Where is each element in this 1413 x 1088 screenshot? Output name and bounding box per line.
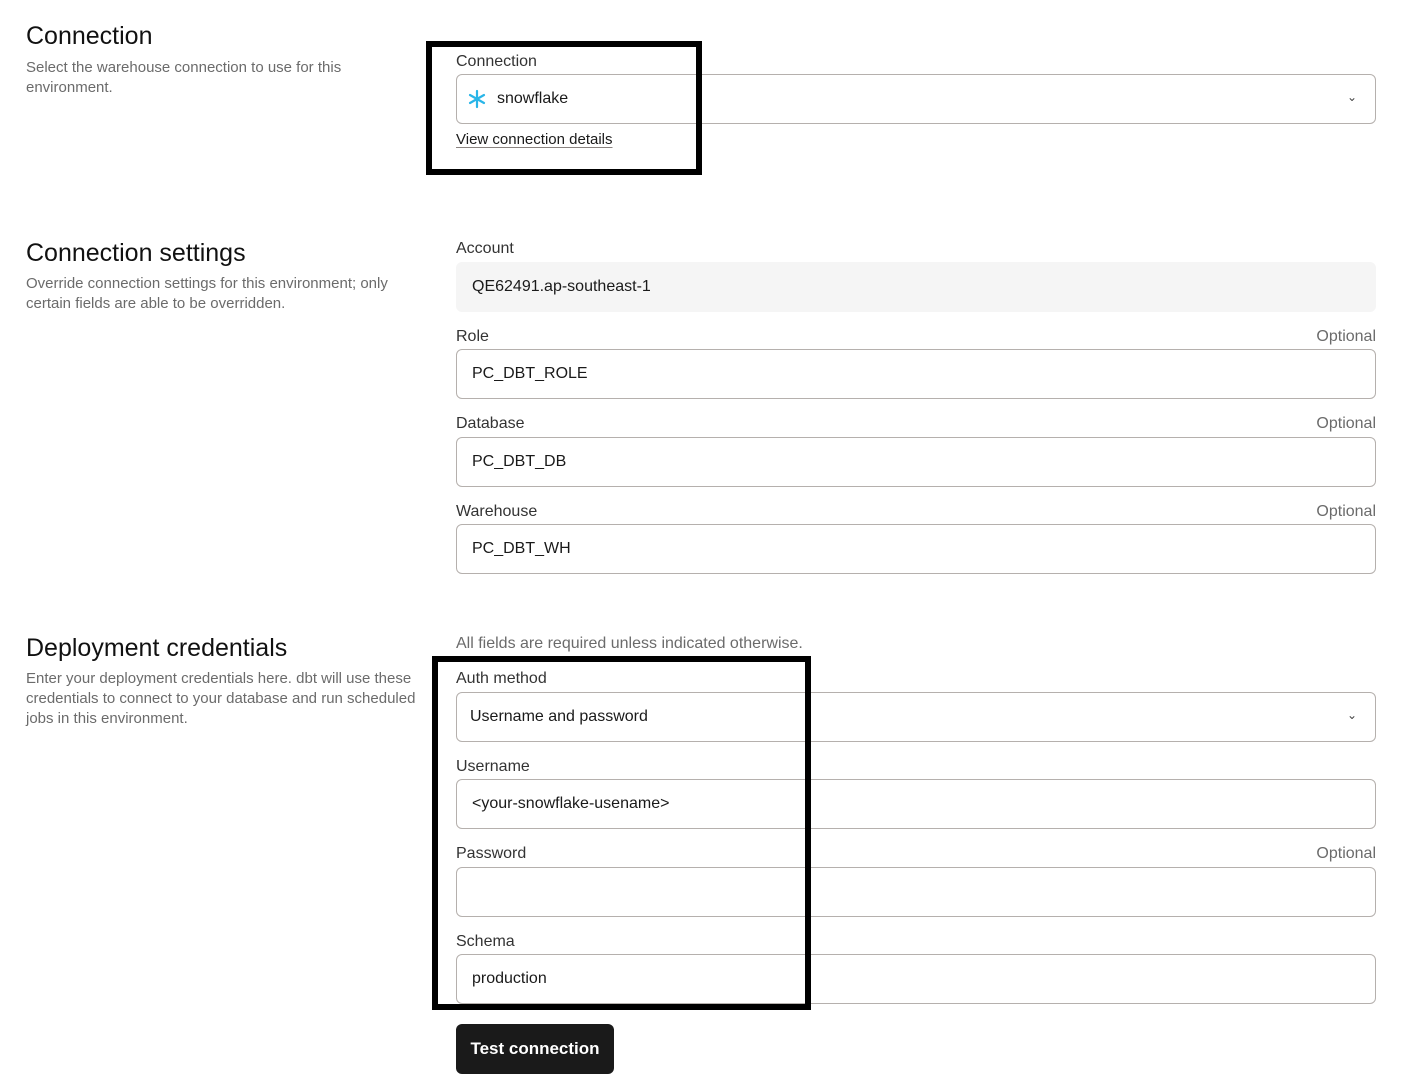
chevron-down-icon: ⌄	[1346, 708, 1357, 722]
chevron-down-icon: ⌄	[1346, 90, 1357, 104]
database-input[interactable]	[456, 437, 1376, 487]
account-value: QE62491.ap-southeast-1	[472, 278, 651, 295]
connection-settings-heading: Connection settings	[26, 239, 246, 267]
warehouse-optional: Optional	[1316, 503, 1376, 520]
warehouse-value: PC_DBT_WH	[472, 540, 571, 557]
connection-value: snowflake	[497, 90, 569, 107]
auth-method-value: Username and password	[470, 708, 648, 725]
schema-value: production	[472, 970, 547, 987]
connection-select[interactable]	[456, 74, 1376, 124]
username-value: <your-snowflake-usename>	[472, 795, 670, 812]
database-label: Database	[456, 415, 525, 432]
account-field	[456, 262, 1376, 312]
snowflake-icon	[467, 89, 487, 109]
role-label: Role	[456, 328, 489, 345]
connection-settings-description: Override connection settings for this environment; only certain fields are able to be overridden.	[26, 275, 388, 312]
role-optional: Optional	[1316, 328, 1376, 345]
database-value: PC_DBT_DB	[472, 453, 567, 470]
username-input[interactable]	[456, 779, 1376, 829]
password-label: Password	[456, 845, 527, 862]
warehouse-label: Warehouse	[456, 503, 538, 520]
warehouse-input[interactable]	[456, 524, 1376, 574]
schema-label: Schema	[456, 933, 515, 950]
auth-method-label: Auth method	[456, 670, 547, 687]
required-note: All fields are required unless indicated otherwise.	[456, 635, 803, 652]
deployment-credentials-description: Enter your deployment credentials here. dbt will use these credentials to connect to your database and run scheduled jobs in this environment.	[26, 670, 416, 727]
account-label: Account	[456, 240, 514, 257]
test-connection-button[interactable]: Test connection	[456, 1024, 614, 1074]
deployment-credentials-heading: Deployment credentials	[26, 634, 288, 662]
auth-method-select[interactable]	[456, 692, 1376, 742]
role-value: PC_DBT_ROLE	[472, 365, 588, 382]
connection-description: Select the warehouse connection to use for this environment.	[26, 59, 342, 96]
connection-label: Connection	[456, 53, 537, 70]
connection-heading: Connection	[26, 22, 153, 50]
view-connection-details-link[interactable]: View connection details	[456, 131, 613, 148]
database-optional: Optional	[1316, 415, 1376, 432]
password-optional: Optional	[1316, 845, 1376, 862]
schema-input[interactable]	[456, 954, 1376, 1004]
username-label: Username	[456, 758, 530, 775]
password-input[interactable]	[456, 867, 1376, 917]
role-input[interactable]	[456, 349, 1376, 399]
